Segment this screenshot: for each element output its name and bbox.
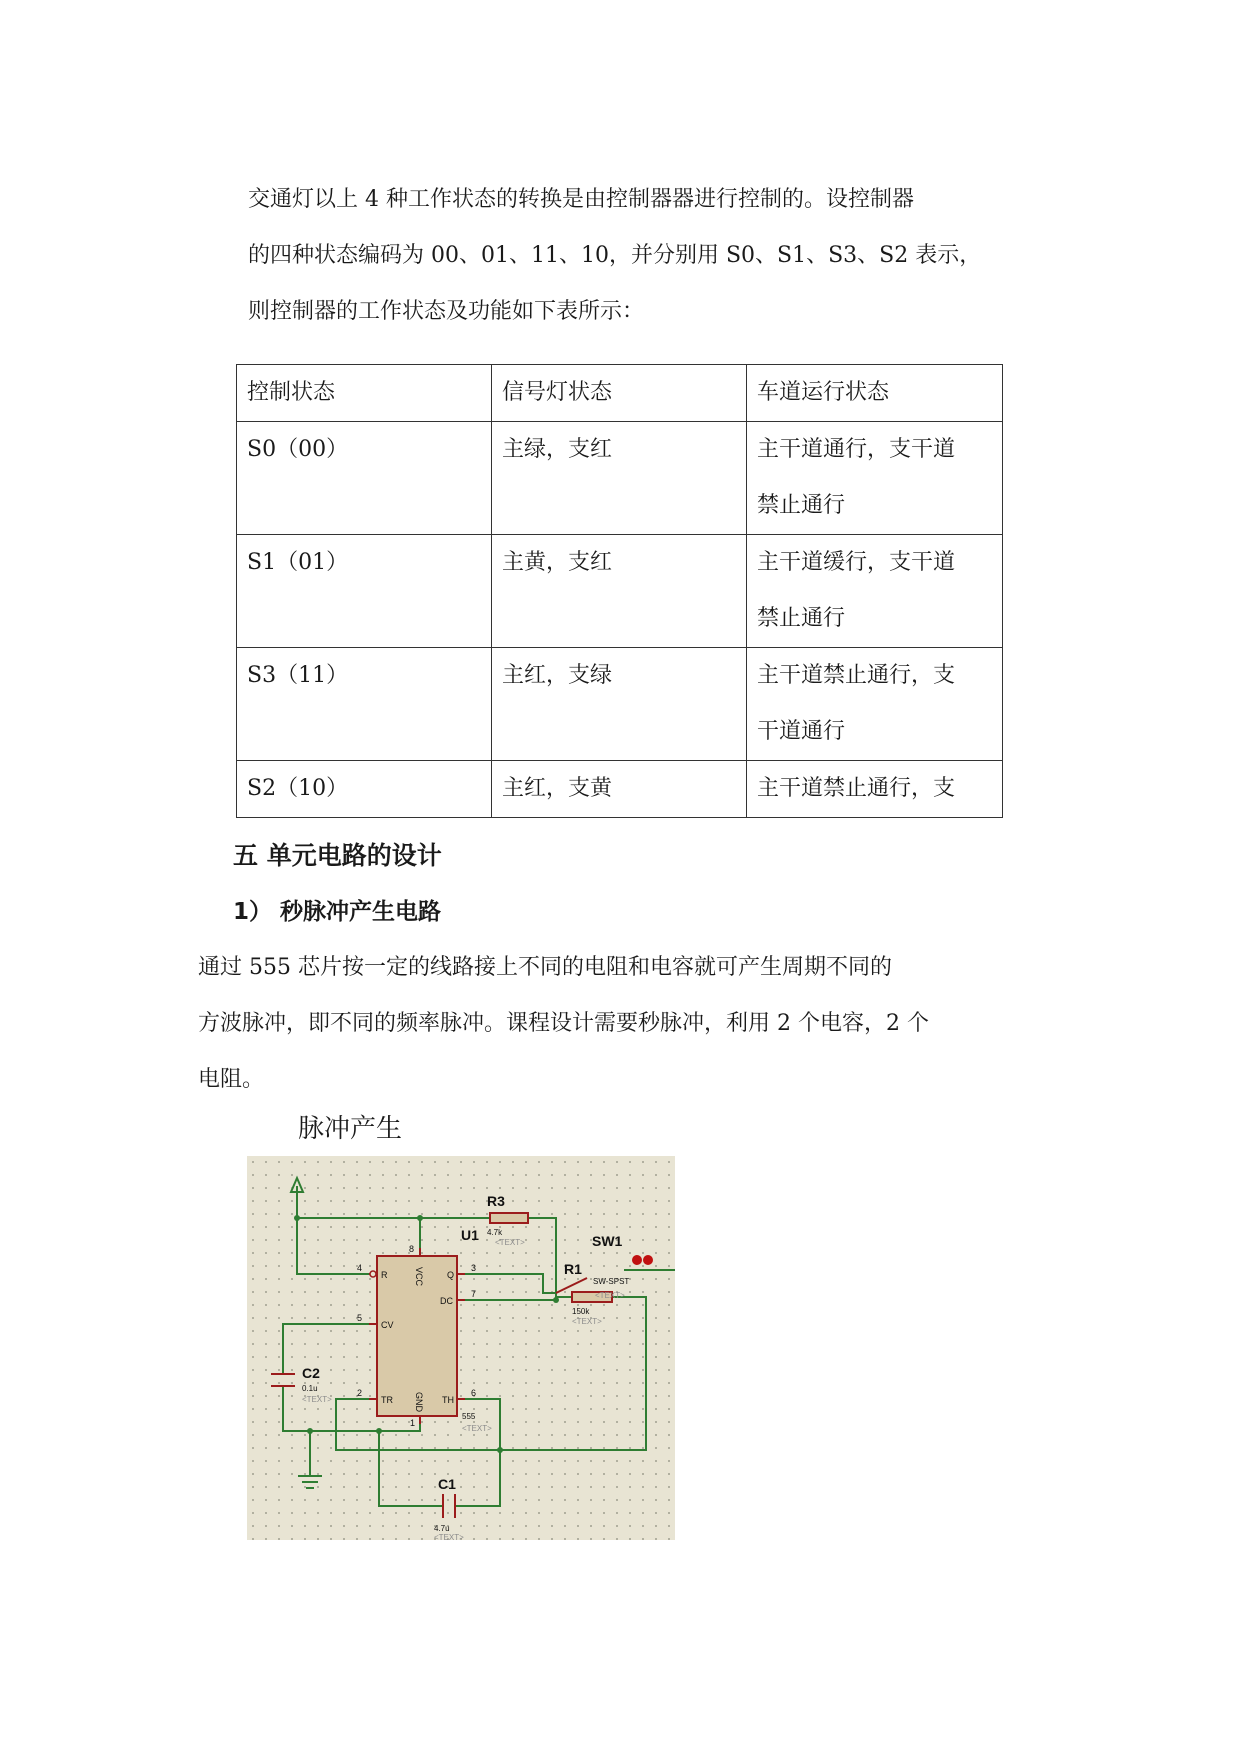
- junction-dot: [376, 1428, 382, 1434]
- c1-label: C1: [438, 1476, 456, 1492]
- lane-cell: [747, 535, 1003, 648]
- subsection-heading: 1） 秒脉冲产生电路: [233, 899, 442, 925]
- body-line: 通过 555 芯片按一定的线路接上不同的电阻和电容就可产生周期不同的: [198, 955, 892, 980]
- junction-dot: [417, 1215, 423, 1221]
- pin-label-th: TH: [442, 1395, 454, 1405]
- light-cell: 主绿，支红: [492, 422, 747, 535]
- lane-line: 主干道缓行，支干道: [757, 550, 956, 575]
- switch-contact-icon: [643, 1255, 653, 1265]
- header-cell: 信号灯状态: [492, 365, 747, 422]
- pin-number: 7: [471, 1289, 477, 1299]
- intro-line: 则控制器的工作状态及功能如下表所示：: [248, 299, 645, 324]
- state-cell: S2（10）: [237, 761, 492, 818]
- pin-number: 1: [410, 1418, 416, 1428]
- intro-paragraph: [248, 172, 1008, 340]
- pin-label-gnd: GND: [414, 1392, 424, 1412]
- r3-value: 4.7k: [487, 1228, 503, 1237]
- body-line: 电阻。: [198, 1067, 265, 1092]
- ic-value: 555: [462, 1412, 476, 1421]
- light-cell: 主红，支绿: [492, 648, 747, 761]
- header-cell: 车道运行状态: [747, 365, 1003, 422]
- lane-line: 禁止通行: [757, 606, 846, 631]
- r3-text-placeholder: <TEXT>: [495, 1238, 525, 1247]
- table-row: [237, 648, 1003, 761]
- c2-value: 0.1u: [302, 1384, 318, 1393]
- pin-label-r: R: [381, 1270, 388, 1280]
- sw1-text-placeholder: <TEXT>: [595, 1291, 625, 1300]
- ic-text-placeholder: <TEXT>: [462, 1424, 492, 1433]
- pin-label-tr: TR: [381, 1395, 393, 1405]
- pin-number: 8: [409, 1244, 415, 1254]
- table-row: [237, 761, 1003, 818]
- section-heading: 五 单元电路的设计: [233, 841, 442, 870]
- junction-dot: [307, 1428, 313, 1434]
- pin-number: 4: [357, 1263, 363, 1273]
- r3-label: R3: [487, 1193, 505, 1209]
- body-paragraph: [198, 940, 958, 1108]
- pin-number: 2: [357, 1388, 363, 1398]
- pin-label-cv: CV: [381, 1320, 394, 1330]
- junction-dot: [553, 1297, 559, 1303]
- figure-caption: 脉冲产生: [298, 1114, 403, 1144]
- body-line: 方波脉冲，即不同的频率脉冲。课程设计需要秒脉冲，利用 2 个电容，2 个: [198, 1011, 929, 1036]
- intro-line: 交通灯以上 4 种工作状态的转换是由控制器器进行控制的。设控制器: [248, 187, 914, 212]
- pin-label-dc: DC: [440, 1296, 453, 1306]
- lane-line: 主干道禁止通行，支: [757, 776, 956, 801]
- table-row: [237, 422, 1003, 535]
- state-cell: S3（11）: [237, 648, 492, 761]
- state-cell: S0（00）: [237, 422, 492, 535]
- pin-label-q: Q: [447, 1270, 455, 1280]
- c2-label: C2: [302, 1365, 320, 1381]
- state-table-container: [230, 356, 1020, 828]
- r1-value: 150k: [572, 1307, 590, 1316]
- lane-cell: [747, 422, 1003, 535]
- table-row: [237, 535, 1003, 648]
- lane-line: 干道通行: [757, 719, 846, 744]
- c1-value: 4.7u: [434, 1524, 450, 1533]
- pin-number: 5: [357, 1313, 363, 1323]
- light-cell: 主红，支黄: [492, 761, 747, 818]
- lane-line: 主干道禁止通行，支: [757, 663, 956, 688]
- reset-inversion-bubble: [370, 1271, 376, 1277]
- sw1-type: SW-SPST: [593, 1277, 630, 1286]
- r1-label: R1: [564, 1261, 582, 1277]
- pin-number: 6: [471, 1388, 477, 1398]
- switch-contact-icon: [632, 1255, 642, 1265]
- r1-text-placeholder: <TEXT>: [572, 1317, 602, 1326]
- header-cell: 控制状态: [237, 365, 492, 422]
- intro-line: 的四种状态编码为 00、01、11、10，并分别用 S0、S1、S3、S2 表示，: [248, 243, 982, 268]
- state-cell: S1（01）: [237, 535, 492, 648]
- junction-dot: [294, 1215, 300, 1221]
- pin-label-vcc: VCC: [414, 1267, 424, 1287]
- c1-text-placeholder: <TEXT>: [434, 1533, 464, 1540]
- resistor-r3: [490, 1213, 528, 1223]
- pin-number: 3: [471, 1263, 477, 1273]
- table-header-row: [237, 365, 1003, 422]
- c2-text-placeholder: <TEXT>: [302, 1395, 332, 1404]
- state-table: [236, 364, 1003, 818]
- u1-label: U1: [461, 1227, 479, 1243]
- lane-cell: [747, 761, 1003, 818]
- lane-cell: [747, 648, 1003, 761]
- light-cell: 主黄，支红: [492, 535, 747, 648]
- lane-line: 禁止通行: [757, 493, 846, 518]
- lane-line: 主干道通行，支干道: [757, 437, 956, 462]
- pulse-circuit-schematic: [247, 1156, 675, 1540]
- sw1-label: SW1: [592, 1233, 623, 1249]
- junction-dot: [497, 1447, 503, 1453]
